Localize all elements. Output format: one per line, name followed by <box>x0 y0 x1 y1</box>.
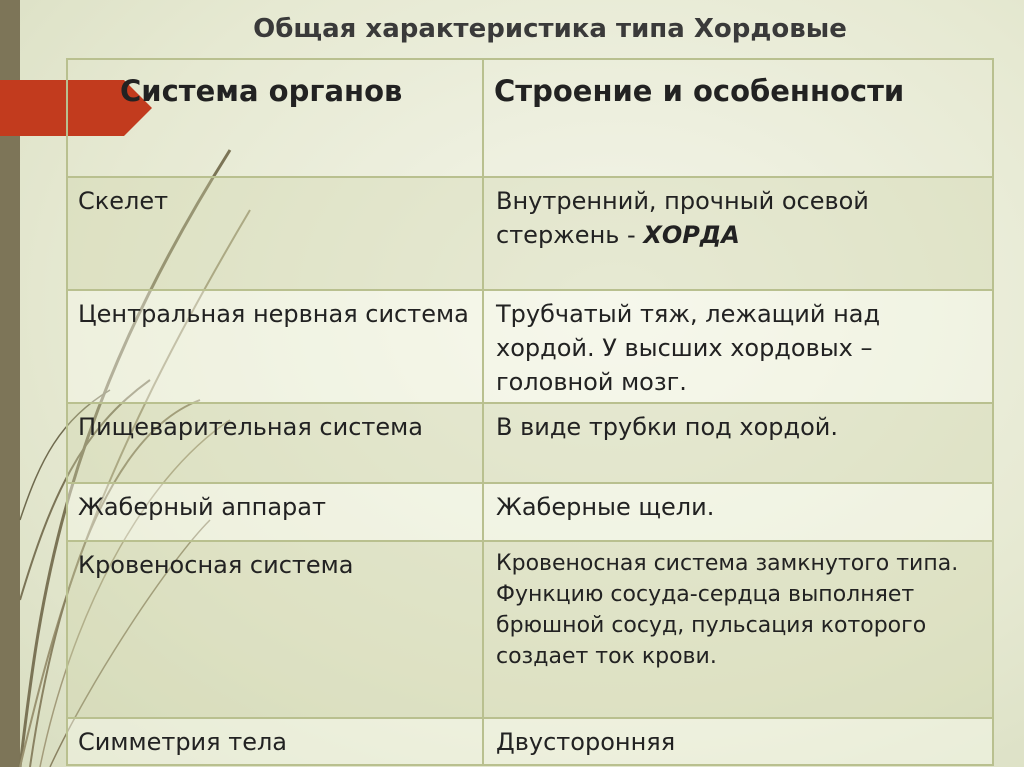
organ-cell: Симметрия тела <box>67 718 483 765</box>
desc-strong: ХОРДА <box>643 221 740 249</box>
organ-cell: Жаберный аппарат <box>67 483 483 541</box>
organ-cell: Пищеварительная система <box>67 403 483 483</box>
slide-title: Общая характеристика типа Хордовые <box>253 14 847 44</box>
desc-cell: Жаберные щели. <box>483 483 993 541</box>
desc-cell <box>483 177 993 290</box>
table-row <box>67 718 993 765</box>
desc-cell: В виде трубки под хордой. <box>483 403 993 483</box>
header-structure: Строение и особенности <box>483 59 993 177</box>
desc-text: Внутренний, прочный осевой стержень - <box>496 187 869 249</box>
table-row <box>67 177 993 290</box>
organ-cell: Скелет <box>67 177 483 290</box>
table-row <box>67 403 993 483</box>
table-row <box>67 290 993 403</box>
organ-cell: Центральная нервная система <box>67 290 483 403</box>
organ-cell: Кровеносная система <box>67 541 483 718</box>
table-header-row <box>67 59 993 177</box>
chordata-table <box>66 58 994 766</box>
header-organ-system: Система органов <box>67 59 483 177</box>
desc-cell: Трубчатый тяж, лежащий над хордой. У высших хордовых – головной мозг. <box>483 290 993 403</box>
table-row <box>67 483 993 541</box>
table-row <box>67 541 993 718</box>
desc-cell: Двусторонняя <box>483 718 993 765</box>
desc-cell: Кровеносная система замкнутого типа. Функцию сосуда-сердца выполняет брюшной сосуд, пульсация которого создает ток крови. <box>483 541 993 718</box>
